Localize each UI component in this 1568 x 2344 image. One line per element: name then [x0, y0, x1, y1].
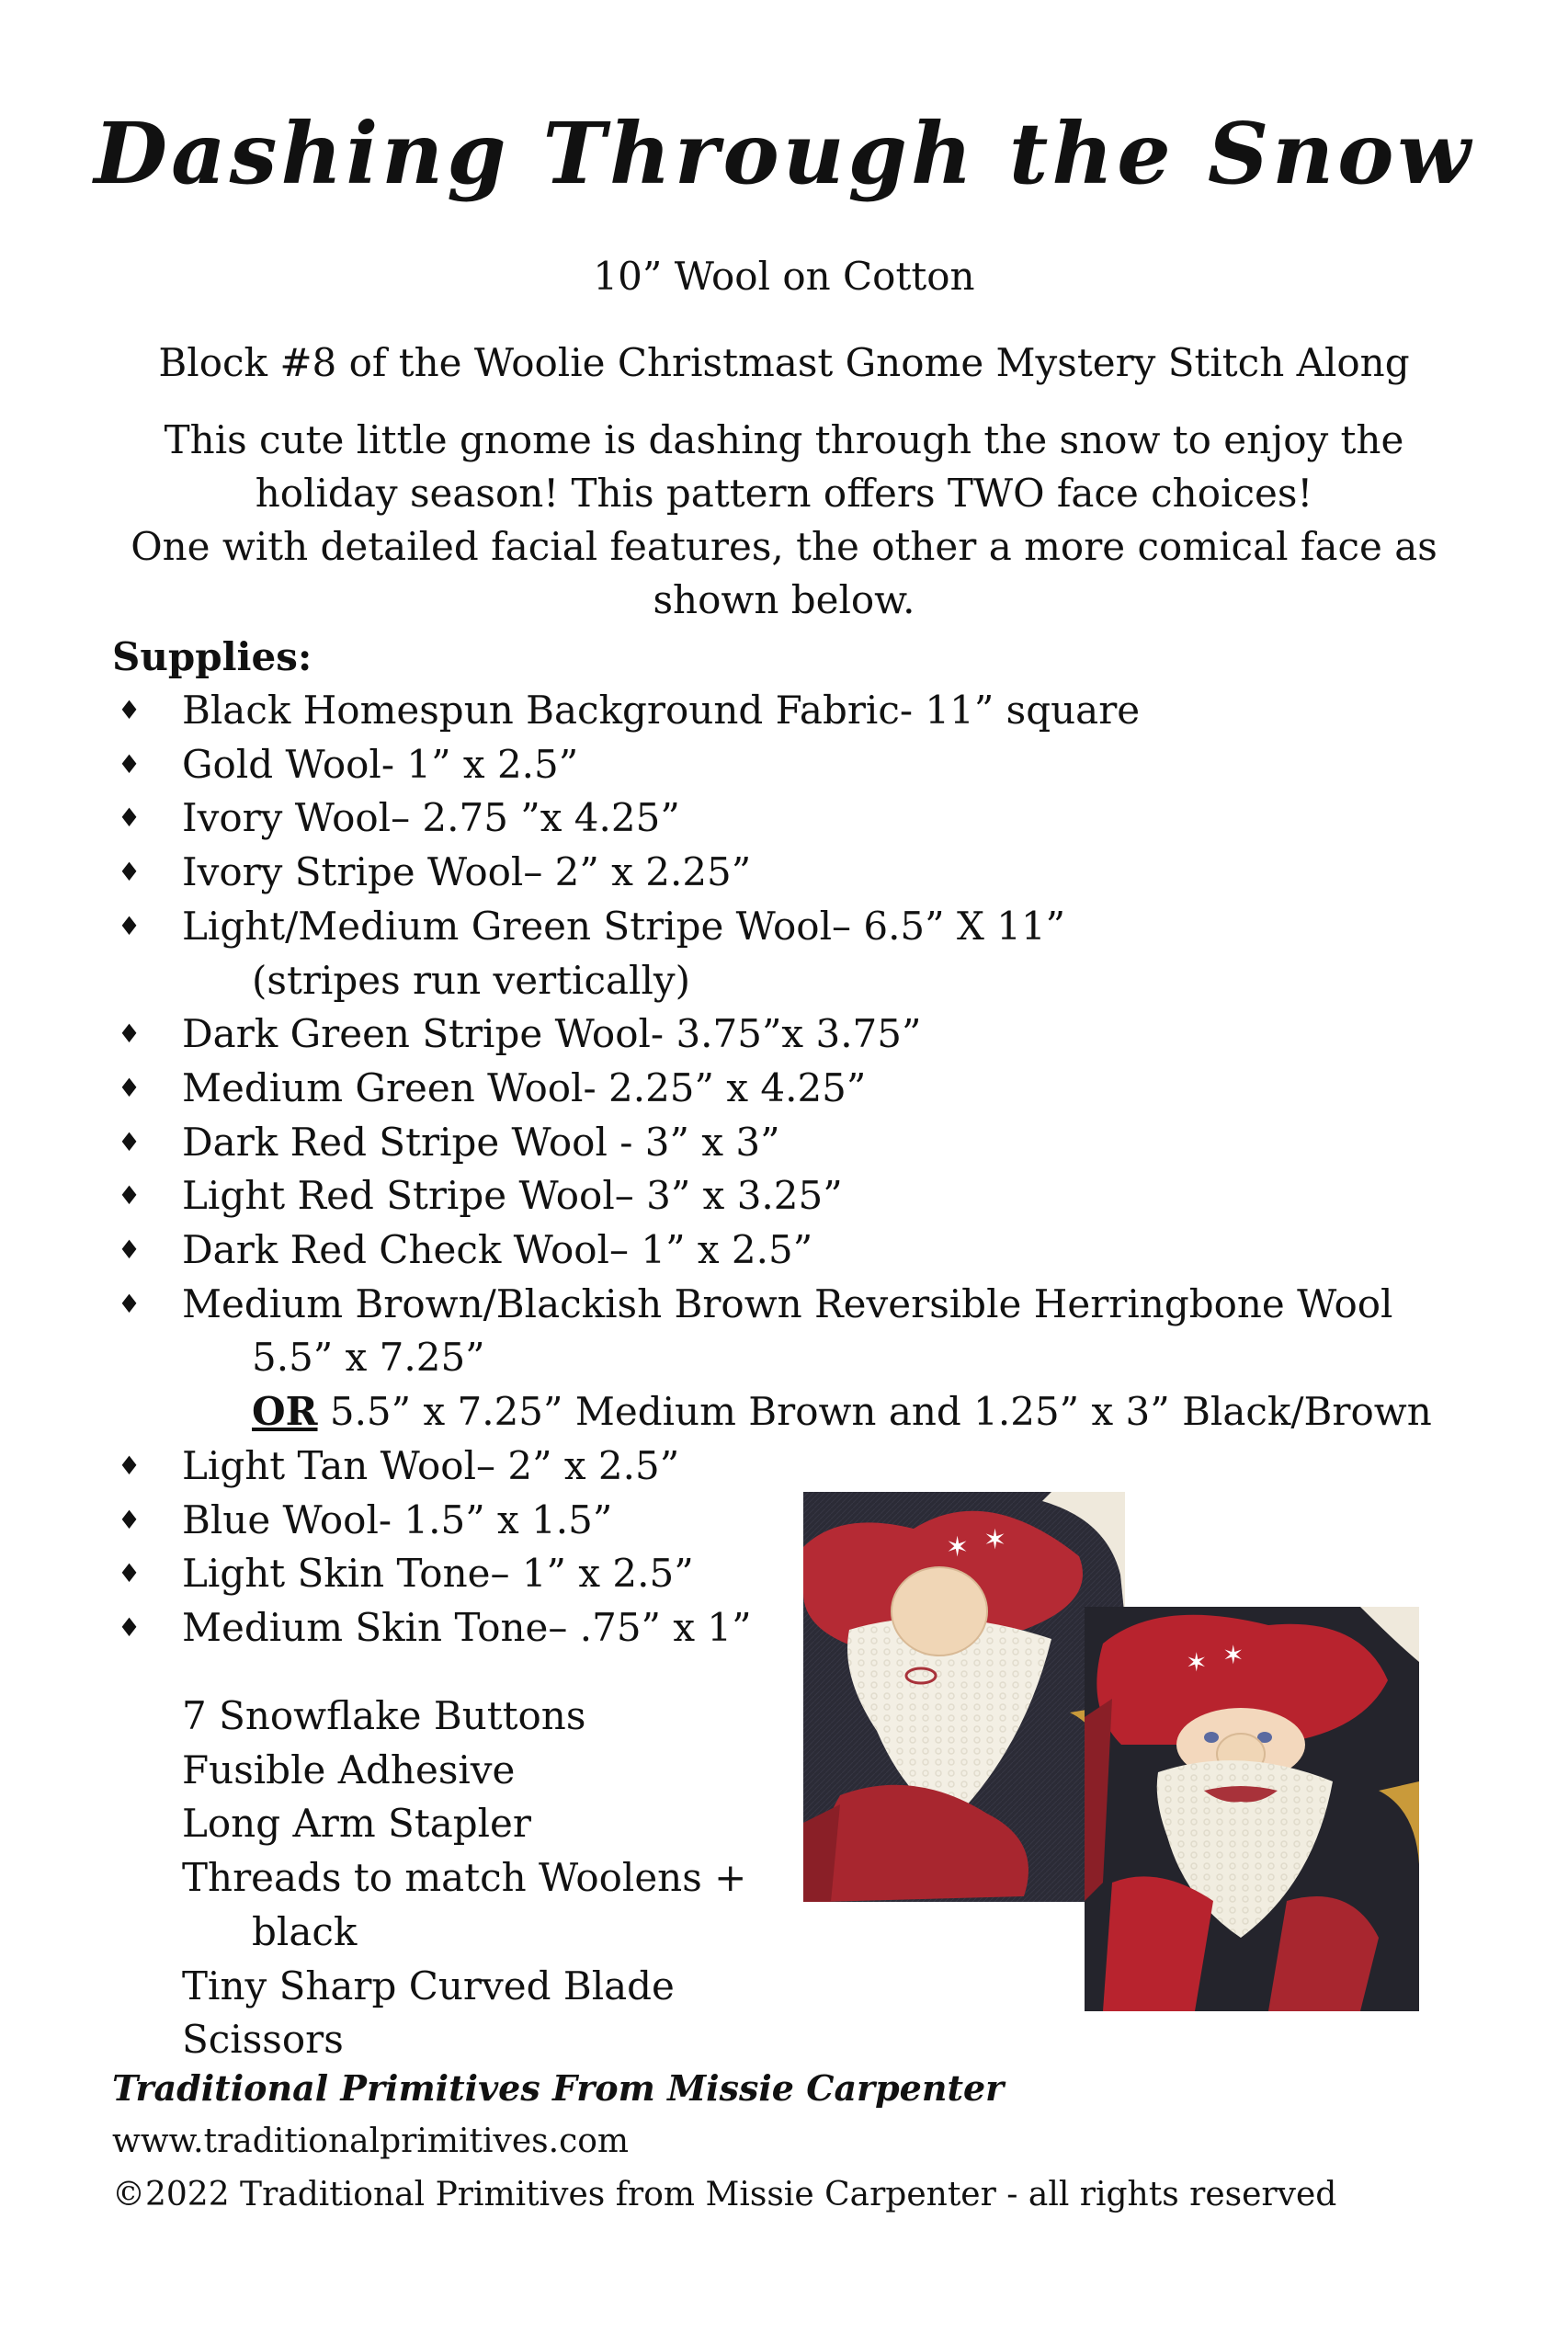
diamond-bullet-icon: ♦: [118, 857, 142, 888]
supply-text: Light Tan Wool– 2” x 2.5”: [182, 1442, 680, 1488]
extra-item: Long Arm Stapler: [182, 1801, 531, 1847]
footer-brand: Traditional Primitives From Missie Carpenter: [112, 2067, 1005, 2109]
intro-line: shown below.: [653, 577, 915, 622]
extra-item: [182, 1851, 825, 1959]
supply-item: [112, 1439, 1491, 1494]
supply-item: [112, 1116, 1491, 1170]
supply-text: Light Skin Tone– 1” x 2.5”: [182, 1551, 694, 1597]
block-line: Block #8 of the Woolie Christmast Gnome Mystery Stitch Along: [158, 340, 1410, 385]
diamond-bullet-icon: ♦: [118, 1072, 142, 1103]
svg-text:✶: ✶: [1222, 1640, 1244, 1670]
extra-item: Fusible Adhesive: [182, 1747, 516, 1792]
intro-paragraph: [110, 414, 1458, 627]
intro-line: holiday season! This pattern offers TWO face choices!: [255, 471, 1313, 516]
supply-item: [112, 900, 1491, 1007]
size-line: 10” Wool on Cotton: [593, 254, 975, 299]
supply-text: Blue Wool- 1.5” x 1.5”: [182, 1496, 613, 1542]
diamond-bullet-icon: ♦: [118, 1504, 142, 1535]
diamond-bullet-icon: ♦: [118, 1450, 142, 1481]
or-label: OR: [252, 1389, 318, 1435]
diamond-bullet-icon: ♦: [118, 910, 142, 941]
supply-item: [112, 1278, 1491, 1439]
supplies-heading: Supplies:: [112, 634, 312, 679]
supply-item: [112, 1494, 1491, 1548]
supplies-list: [112, 684, 1491, 1656]
supply-text: Dark Red Stripe Wool - 3” x 3”: [182, 1119, 780, 1165]
diamond-bullet-icon: ♦: [118, 1235, 142, 1266]
pattern-title: Dashing Through the Snow: [94, 104, 1474, 203]
supply-text: Black Homespun Background Fabric- 11” square: [182, 688, 1141, 733]
diamond-bullet-icon: ♦: [118, 695, 142, 725]
svg-text:✶: ✶: [946, 1531, 970, 1564]
extra-item: Tiny Sharp Curved Blade Scissors: [182, 1963, 675, 2063]
gnome-photo-comical-face: [803, 1492, 1125, 1902]
diamond-bullet-icon: ♦: [118, 748, 142, 779]
extra-supplies-list: [182, 1690, 825, 2067]
supply-alternative: [182, 1385, 1491, 1439]
alternative-text: 5.5” x 7.25” Medium Brown and 1.25” x 3” Black/Brown: [317, 1389, 1432, 1435]
supply-text: Medium Brown/Blackish Brown Reversible Herringbone Wool: [182, 1280, 1393, 1326]
extra-subtext: black: [252, 1908, 358, 1954]
supply-item: [112, 1007, 1491, 1062]
supply-subtext: 5.5” x 7.25”: [252, 1335, 485, 1381]
supply-text: Dark Green Stripe Wool- 3.75”x 3.75”: [182, 1011, 922, 1057]
diamond-bullet-icon: ♦: [118, 1180, 142, 1212]
svg-text:✶: ✶: [983, 1524, 1007, 1556]
diamond-bullet-icon: ♦: [118, 1611, 142, 1643]
supply-text: Dark Red Check Wool– 1” x 2.5”: [182, 1227, 813, 1273]
supply-subtext: (stripes run vertically): [252, 957, 691, 1003]
diamond-bullet-icon: ♦: [118, 1288, 142, 1319]
diamond-bullet-icon: ♦: [118, 1018, 142, 1050]
diamond-bullet-icon: ♦: [118, 1126, 142, 1157]
supply-item: [112, 1062, 1491, 1116]
footer-copyright: ©2022 Traditional Primitives from Missie Carpenter - all rights reserved: [112, 2176, 1337, 2213]
extra-text: Threads to match Woolens +: [182, 1855, 747, 1901]
supply-text: Light/Medium Green Stripe Wool– 6.5” X 11”: [182, 903, 1066, 949]
intro-line: One with detailed facial features, the other a more comical face as: [131, 524, 1437, 569]
extra-item: 7 Snowflake Buttons: [182, 1693, 586, 1738]
svg-text:✶: ✶: [1186, 1647, 1208, 1678]
supply-text: Ivory Wool– 2.75 ”x 4.25”: [182, 795, 680, 841]
supply-item: [112, 791, 1491, 846]
supply-text: Gold Wool- 1” x 2.5”: [182, 741, 579, 787]
supply-text: Light Red Stripe Wool– 3” x 3.25”: [182, 1173, 843, 1219]
diamond-bullet-icon: ♦: [118, 1558, 142, 1589]
supply-item: [112, 846, 1491, 900]
diamond-bullet-icon: ♦: [118, 802, 142, 834]
supply-item: [112, 1547, 1491, 1601]
supply-item: [112, 738, 1491, 792]
supply-item: [112, 1169, 1491, 1223]
supply-text: Ivory Stripe Wool– 2” x 2.25”: [182, 849, 752, 895]
supply-item: [112, 684, 1491, 738]
supply-item: [112, 1223, 1491, 1278]
footer-website: www.traditionalprimitives.com: [112, 2122, 630, 2160]
intro-line: This cute little gnome is dashing through the snow to enjoy the: [164, 417, 1404, 462]
supply-text: Medium Green Wool- 2.25” x 4.25”: [182, 1064, 867, 1110]
supply-text: Medium Skin Tone– .75” x 1”: [182, 1604, 752, 1650]
gnome-photo-detailed-face: [1085, 1607, 1419, 2011]
